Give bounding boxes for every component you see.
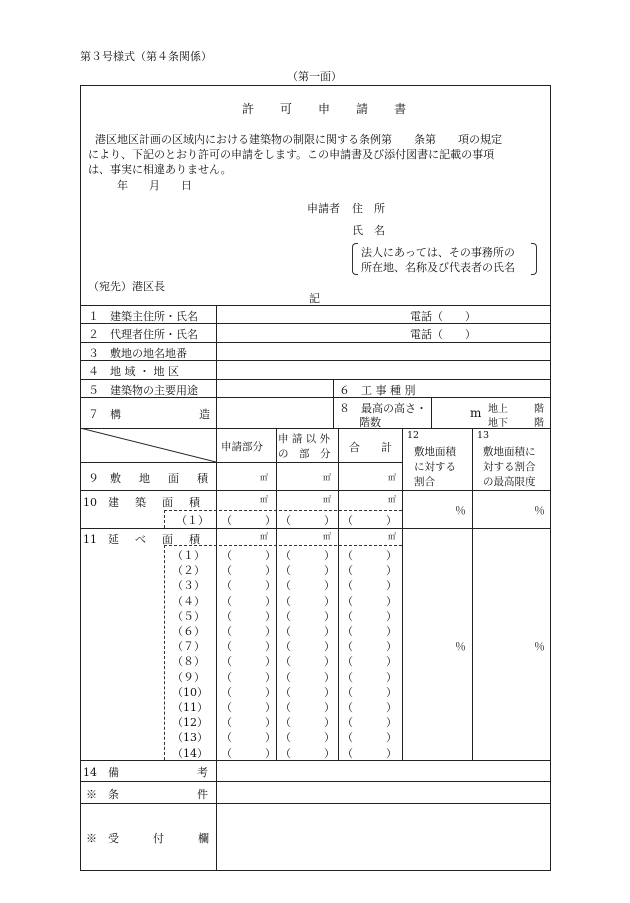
row11-sub-12-paren-total: （ ） xyxy=(342,716,397,729)
row11-sub-2-paren-total: （ ） xyxy=(342,564,397,577)
row10-percent-13: ％ xyxy=(534,504,545,517)
receipt-label: ※ 受 付 欄 xyxy=(86,832,209,845)
row8-above: 地上 xyxy=(488,404,508,415)
header-total-2: 計 xyxy=(381,441,392,454)
applicant-address: 住 所 xyxy=(352,202,385,215)
row11-sub-13-paren-apply: （ ） xyxy=(221,731,276,744)
row11-sub-11-paren-total: （ ） xyxy=(342,701,397,714)
row11-sub-13: （13） xyxy=(172,731,208,744)
date-year: 年 xyxy=(117,179,128,192)
row7-label: ７ 構 xyxy=(88,408,121,421)
corp-note-line-2: 所在地、名称及び代表者の氏名 xyxy=(361,261,515,274)
row11-sub-6-paren-total: （ ） xyxy=(342,625,397,638)
date-month: 月 xyxy=(149,179,160,192)
row8-unit: m xyxy=(470,406,482,420)
row11-sub-13-paren-total: （ ） xyxy=(342,731,397,744)
row8-label-1: ８ 最高の高さ・ xyxy=(339,402,427,415)
row11-sub-5-paren-other: （ ） xyxy=(280,610,335,623)
addressee: （宛先）港区長 xyxy=(88,280,165,293)
header-other-1: 申 請 以 外 xyxy=(278,433,331,445)
header-total-1: 合 xyxy=(349,441,360,454)
corp-note-line-1: 法人にあっては、その事務所の xyxy=(361,246,515,259)
page-label: （第一面） xyxy=(287,70,342,83)
form-title: 許 可 申 請 書 xyxy=(242,102,407,116)
row11-sub-14-paren-other: （ ） xyxy=(280,747,335,760)
row8-below: 地下 xyxy=(488,418,508,429)
row11-sub-8-paren-apply: （ ） xyxy=(221,655,276,668)
row8-label-2: 階数 xyxy=(359,416,381,429)
cond-label: ※ 条 xyxy=(86,788,119,801)
ki-label: 記 xyxy=(309,292,320,305)
applicant-label: 申請者 xyxy=(307,202,340,215)
row11-sub-3: （３） xyxy=(172,579,205,592)
row11-sub-2: （２） xyxy=(172,564,205,577)
row11-sub-2-paren-other: （ ） xyxy=(280,564,335,577)
row10-label: 10 建 築 面 積 xyxy=(83,496,200,509)
row5-label: ５ 建築物の主要用途 xyxy=(88,384,198,397)
row6-label: ６ 工 事 種 別 xyxy=(339,384,416,397)
row11-percent-12: ％ xyxy=(455,640,466,653)
row11-sub-4-paren-apply: （ ） xyxy=(221,595,276,608)
row11-sub-3-paren-apply: （ ） xyxy=(221,579,276,592)
row11-sub-11: （11） xyxy=(172,701,208,714)
row11-unit-apply: ㎡ xyxy=(260,532,268,541)
applicant-name: 氏 名 xyxy=(352,224,385,237)
corp-note-bracket xyxy=(352,243,537,273)
row11-sub-4: （４） xyxy=(172,595,205,608)
row11-sub-6-paren-other: （ ） xyxy=(280,625,335,638)
row11-sub-8-paren-total: （ ） xyxy=(342,655,397,668)
row11-sub-7-paren-total: （ ） xyxy=(342,640,397,653)
row11-sub-3-paren-other: （ ） xyxy=(280,579,335,592)
row11-sub-1-paren-apply: （ ） xyxy=(221,549,276,562)
row11-sub-9-paren-other: （ ） xyxy=(280,671,335,684)
row11-sub-14: （14） xyxy=(172,747,208,760)
row11-sub-8-paren-other: （ ） xyxy=(280,655,335,668)
row11-percent-13: ％ xyxy=(534,640,545,653)
row11-sub-9-paren-apply: （ ） xyxy=(221,671,276,684)
header-other-2: の 部 分 xyxy=(278,448,331,460)
row11-sub-2-paren-apply: （ ） xyxy=(221,564,276,577)
row11-sub-10-paren-other: （ ） xyxy=(280,686,335,699)
header-c12-l3: 割合 xyxy=(414,476,435,488)
header-c13-l1: 敷地面積に xyxy=(483,446,536,458)
row11-sub-3-paren-total: （ ） xyxy=(342,579,397,592)
row11-sub-10-paren-total: （ ） xyxy=(342,686,397,699)
row1-phone: 電話（ ） xyxy=(410,310,476,323)
row11-sub-12-paren-other: （ ） xyxy=(280,716,335,729)
row10-paren-other: （ ） xyxy=(280,514,335,527)
row11-sub-7: （７） xyxy=(172,640,205,653)
header-c13-l2: 対する割合 xyxy=(483,461,536,473)
intro-line-3: は、事実に相違ありません。 xyxy=(88,163,232,176)
row11-sub-13-paren-other: （ ） xyxy=(280,731,335,744)
row14-label: 14 備 xyxy=(83,766,119,779)
row11-sub-4-paren-total: （ ） xyxy=(342,595,397,608)
row11-sub-11-paren-other: （ ） xyxy=(280,701,335,714)
header-c13-l3: の最高限度 xyxy=(483,476,536,488)
header-c12-num: 12 xyxy=(407,430,420,441)
date-day: 日 xyxy=(181,179,192,192)
row11-sub-6: （６） xyxy=(172,625,205,638)
row11-sub-7-paren-apply: （ ） xyxy=(221,640,276,653)
header-c12-l2: に対する xyxy=(414,461,456,473)
row11-sub-10: （10） xyxy=(172,686,208,699)
row10-paren-apply: （ ） xyxy=(221,514,276,527)
row11-sub-12: （12） xyxy=(172,716,208,729)
row2-label: ２ 代理者住所・氏名 xyxy=(88,328,198,341)
row11-sub-9-paren-total: （ ） xyxy=(342,671,397,684)
row11-sub-1: （１） xyxy=(172,549,205,562)
row10-unit-total: ㎡ xyxy=(388,495,396,504)
row10-percent-12: ％ xyxy=(455,504,466,517)
form-number: 第３号様式（第４条関係） xyxy=(80,50,212,63)
header-apply: 申請部分 xyxy=(221,441,263,453)
cond-label-end: 件 xyxy=(197,788,208,801)
row1-label: １ 建築主住所・氏名 xyxy=(88,310,198,323)
row7-label-end: 造 xyxy=(199,408,210,421)
row14-label-end: 考 xyxy=(197,766,208,779)
row11-sub-1-paren-total: （ ） xyxy=(342,549,397,562)
row8-floor-below: 階 xyxy=(534,418,544,429)
header-c12-l1: 敷地面積 xyxy=(414,446,456,458)
row11-unit-total: ㎡ xyxy=(388,532,396,541)
row11-label: 11 延 べ 面 積 xyxy=(83,533,200,546)
row10-sub-1: （１） xyxy=(176,514,209,527)
row11-sub-14-paren-total: （ ） xyxy=(342,747,397,760)
row3-label: ３ 敷地の地名地番 xyxy=(88,347,187,360)
row11-sub-1-paren-other: （ ） xyxy=(280,549,335,562)
row10-unit-apply: ㎡ xyxy=(260,495,268,504)
row11-unit-other: ㎡ xyxy=(323,532,331,541)
row11-sub-9: （９） xyxy=(172,671,205,684)
intro-line-1: 港区地区計画の区域内における建築物の制限に関する条例第 条第 項の規定 xyxy=(95,133,502,146)
row11-sub-14-paren-apply: （ ） xyxy=(221,747,276,760)
row10-paren-total: （ ） xyxy=(342,514,397,527)
row10-unit-other: ㎡ xyxy=(323,495,331,504)
row9-unit-total: ㎡ xyxy=(388,473,396,482)
row11-sub-6-paren-apply: （ ） xyxy=(221,625,276,638)
row11-sub-5: （５） xyxy=(172,610,205,623)
row2-phone: 電話（ ） xyxy=(410,328,476,341)
header-diagonal xyxy=(80,428,216,462)
row9-label: ９ 敷 地 面 積 xyxy=(88,472,208,485)
header-c13-num: 13 xyxy=(477,430,490,441)
row4-label: ４ 地 域 ・ 地 区 xyxy=(88,365,179,378)
row11-sub-8: （８） xyxy=(172,655,205,668)
row11-sub-12-paren-apply: （ ） xyxy=(221,716,276,729)
row11-sub-7-paren-other: （ ） xyxy=(280,640,335,653)
row9-unit-other: ㎡ xyxy=(323,473,331,482)
row11-sub-10-paren-apply: （ ） xyxy=(221,686,276,699)
row8-floor-above: 階 xyxy=(534,404,544,415)
row9-unit-apply: ㎡ xyxy=(260,473,268,482)
row11-sub-5-paren-total: （ ） xyxy=(342,610,397,623)
row11-sub-11-paren-apply: （ ） xyxy=(221,701,276,714)
intro-line-2: により、下記のとおり許可の申請をします。この申請書及び添付図書に記載の事項 xyxy=(88,148,495,161)
row11-sub-5-paren-apply: （ ） xyxy=(221,610,276,623)
row11-sub-4-paren-other: （ ） xyxy=(280,595,335,608)
